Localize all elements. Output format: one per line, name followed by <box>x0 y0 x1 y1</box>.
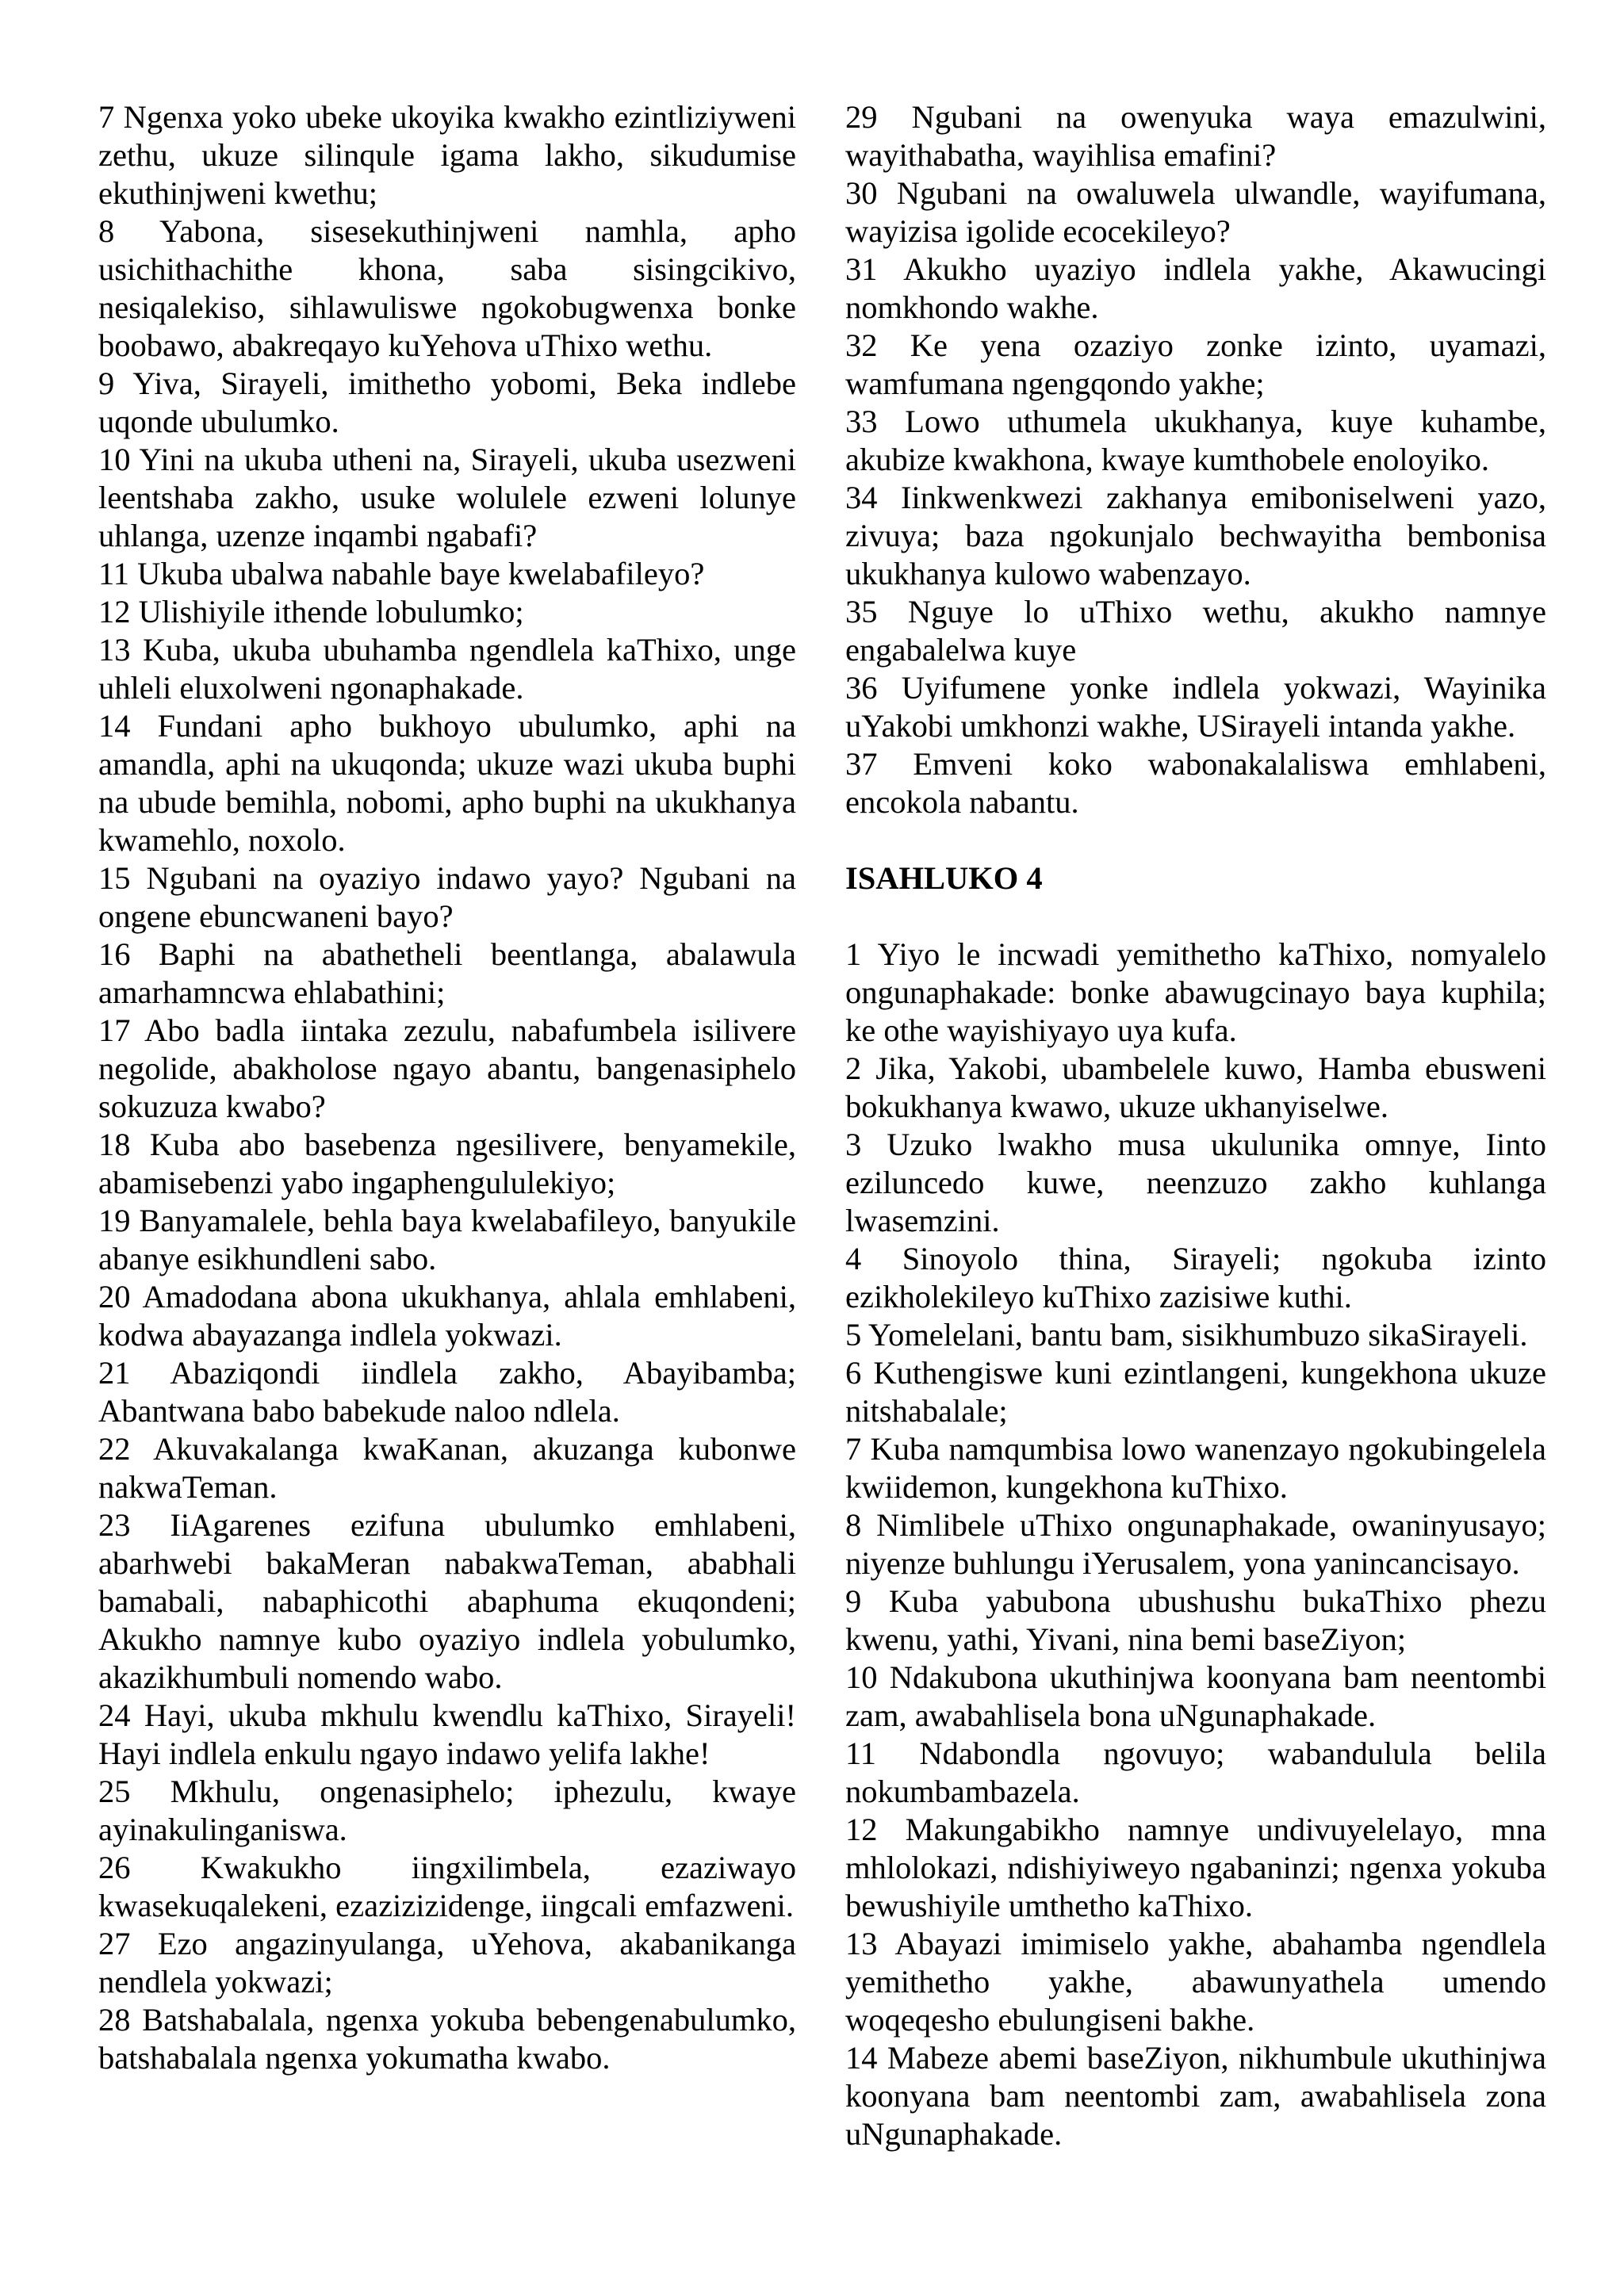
verse: 34 Iinkwenkwezi zakhanya emiboniselweni yazo, zivuya; baza ngokunjalo bechwayitha bembonisa ukukhanya kulowo wabenzayo. <box>845 480 1546 591</box>
verse: 25 Mkhulu, ongenasiphelo; iphezulu, kwaye ayinakulinganiswa. <box>98 1774 796 1847</box>
right-column <box>845 98 1546 2153</box>
verse: 30 Ngubani na owaluwela ulwandle, wayifumana, wayizisa igolide ecocekileyo? <box>845 175 1546 249</box>
verse: 10 Ndakubona ukuthinjwa koonyana bam neentombi zam, awabahlisela bona uNgunaphakade. <box>845 1659 1546 1733</box>
verse: 11 Ndabondla ngovuyo; wabandulula belila nokumbambazela. <box>845 1735 1546 1809</box>
left-column <box>98 98 796 2077</box>
verse: 7 Kuba namqumbisa lowo wanenzayo ngokubingelela kwiidemon, kungekhona kuThixo. <box>845 1431 1546 1505</box>
verse: 12 Ulishiyile ithende lobulumko; <box>98 594 524 629</box>
verse: 14 Mabeze abemi baseZiyon, nikhumbule ukuthinjwa koonyana bam neentombi zam, awabahlisela zona uNgunaphakade. <box>845 2040 1546 2152</box>
verse: 6 Kuthengiswe kuni ezintlangeni, kungekhona ukuze nitshabalale; <box>845 1355 1546 1429</box>
verse: 11 Ukuba ubalwa nabahle baye kwelabafileyo? <box>98 556 705 591</box>
verse: 14 Fundani apho bukhoyo ubulumko, aphi na amandla, aphi na ukuqonda; ukuze wazi ukuba buphi na ubude bemihla, nobomi, apho buphi na ukukhanya kwamehlo, noxolo. <box>98 708 796 858</box>
verse: 3 Uzuko lwakho musa ukulunika omnye, Iinto eziluncedo kuwe, neenzuzo zakho kuhlanga lwasemzini. <box>845 1127 1546 1238</box>
verse: 8 Yabona, sisesekuthinjweni namhla, apho usichithachithe khona, saba sisingcikivo, nesiqalekiso, sihlawuliswe ngokobugwenxa bonke boobawo, abakreqayo kuYehova uThixo wethu. <box>98 213 796 363</box>
verse: 24 Hayi, ukuba mkhulu kwendlu kaThixo, Sirayeli! Hayi indlela enkulu ngayo indawo yelifa lakhe! <box>98 1697 796 1771</box>
verse: 37 Emveni koko wabonakalaliswa emhlabeni, encokola nabantu. <box>845 746 1546 820</box>
verse: 13 Kuba, ukuba ubuhamba ngendlela kaThixo, unge uhleli eluxolweni ngonaphakade. <box>98 632 796 706</box>
verse: 18 Kuba abo basebenza ngesilivere, benyamekile, abamisebenzi yabo ingaphengululekiyo; <box>98 1127 796 1200</box>
verse: 13 Abayazi imimiselo yakhe, abahamba ngendlela yemithetho yakhe, abawunyathela umendo woqeqesho ebulungiseni bakhe. <box>845 1926 1546 2038</box>
verse: 23 IiAgarenes ezifuna ubulumko emhlabeni, abarhwebi bakaMeran nabakwaTeman, ababhali bamabali, nabaphicothi abaphuma ekuqondeni; Akukho namnye kubo oyaziyo indlela yobulumko, akazikhumbuli nomendo wabo. <box>98 1507 796 1695</box>
verse: 16 Baphi na abathetheli beentlanga, abalawula amarhamncwa ehlabathini; <box>98 936 796 1010</box>
verse: 36 Uyifumene yonke indlela yokwazi, Wayinika uYakobi umkhonzi wakhe, USirayeli intanda yakhe. <box>845 670 1546 744</box>
verse: 19 Banyamalele, behla baya kwelabafileyo, banyukile abanye esikhundleni sabo. <box>98 1203 796 1276</box>
verse: 5 Yomelelani, bantu bam, sisikhumbuzo sikaSirayeli. <box>845 1317 1528 1353</box>
verse: 31 Akukho uyaziyo indlela yakhe, Akawucingi nomkhondo wakhe. <box>845 251 1546 325</box>
verse: 1 Yiyo le incwadi yemithetho kaThixo, nomyalelo ongunaphakade: bonke abawugcinayo baya kuphila; ke othe wayishiyayo uya kufa. <box>845 936 1546 1048</box>
verse: 21 Abaziqondi iindlela zakho, Abayibamba; Abantwana babo babekude naloo ndlela. <box>98 1355 796 1429</box>
verse: 12 Makungabikho namnye undivuyelelayo, mna mhlolokazi, ndishiyiweyo ngabaninzi; ngenxa yokuba bewushiyile umthetho kaThixo. <box>845 1812 1546 1923</box>
verse: 7 Ngenxa yoko ubeke ukoyika kwakho ezintliziyweni zethu, ukuze silinqule igama lakho, sikudumise ekuthinjweni kwethu; <box>98 99 796 211</box>
verse: 4 Sinoyolo thina, Sirayeli; ngokuba izinto ezikholekileyo kuThixo zazisiwe kuthi. <box>845 1241 1546 1314</box>
verse: 35 Nguye lo uThixo wethu, akukho namnye engabalelwa kuye <box>845 594 1546 668</box>
verse: 2 Jika, Yakobi, ubambelele kuwo, Hamba ebusweni bokukhanya kwawo, ukuze ukhanyiselwe. <box>845 1050 1546 1124</box>
verse: 28 Batshabalala, ngenxa yokuba bebengenabulumko, batshabalala ngenxa yokumatha kwabo. <box>98 2002 796 2076</box>
verse: 29 Ngubani na owenyuka waya emazulwini, wayithabatha, wayihlisa emafini? <box>845 99 1546 173</box>
chapter-heading: ISAHLUKO 4 <box>845 860 1043 896</box>
verse: 33 Lowo uthumela ukukhanya, kuye kuhambe, akubize kwakhona, kwaye kumthobele enoloyiko. <box>845 404 1546 477</box>
verse: 9 Kuba yabubona ubushushu bukaThixo phezu kwenu, yathi, Yivani, nina bemi baseZiyon; <box>845 1583 1546 1657</box>
verse: 32 Ke yena ozaziyo zonke izinto, uyamazi, wamfumana ngengqondo yakhe; <box>845 327 1546 401</box>
verse: 27 Ezo angazinyulanga, uYehova, akabanikanga nendlela yokwazi; <box>98 1926 796 1999</box>
verse: 15 Ngubani na oyaziyo indawo yayo? Ngubani na ongene ebuncwaneni bayo? <box>98 860 796 934</box>
verse: 9 Yiva, Sirayeli, imithetho yobomi, Beka indlebe uqonde ubulumko. <box>98 365 796 439</box>
verse: 26 Kwakukho iingxilimbela, ezaziwayo kwasekuqalekeni, ezazizizidenge, iingcali emfazweni. <box>98 1850 796 1923</box>
verse: 17 Abo badla iintaka zezulu, nabafumbela isilivere negolide, abakholose ngayo abantu, bangenasiphelo sokuzuza kwabo? <box>98 1012 796 1124</box>
verse: 22 Akuvakalanga kwaKanan, akuzanga kubonwe nakwaTeman. <box>98 1431 796 1505</box>
verse: 8 Nimlibele uThixo ongunaphakade, owaninyusayo; niyenze buhlungu iYerusalem, yona yanincancisayo. <box>845 1507 1546 1581</box>
verse: 10 Yini na ukuba utheni na, Sirayeli, ukuba usezweni leentshaba zakho, usuke wolulele ezweni lolunye uhlanga, uzenze inqambi ngabafi? <box>98 442 796 553</box>
verse: 20 Amadodana abona ukukhanya, ahlala emhlabeni, kodwa abayazanga indlela yokwazi. <box>98 1279 796 1353</box>
